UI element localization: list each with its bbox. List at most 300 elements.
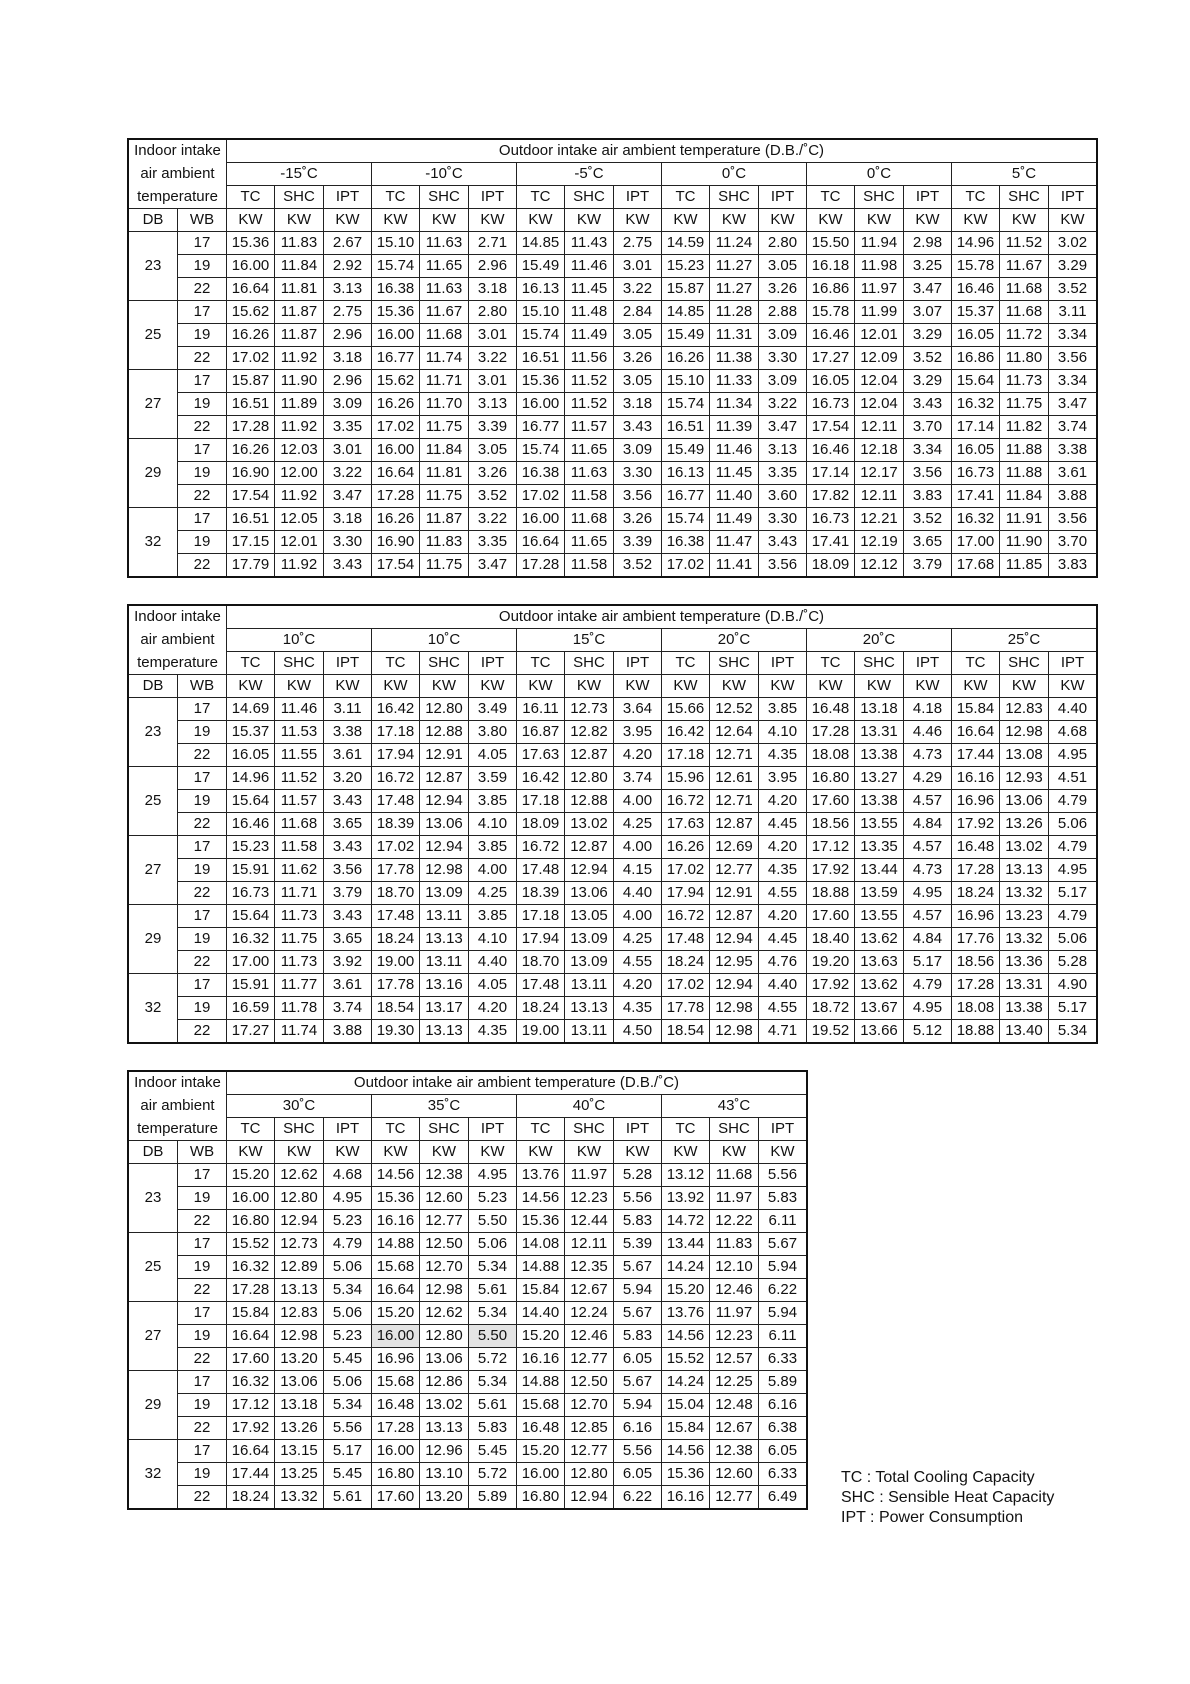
ipt-value: 4.40: [469, 951, 517, 974]
wb-value: 22: [178, 1486, 227, 1509]
ipt-value: 3.56: [1049, 508, 1097, 531]
unit-label: KW: [517, 675, 565, 698]
ipt-value: 4.00: [614, 790, 662, 813]
ipt-value: 4.84: [904, 813, 952, 836]
tc-value: 16.64: [227, 1440, 275, 1463]
db-value: 23: [129, 1164, 178, 1233]
db-value: 25: [129, 301, 178, 370]
ipt-value: 2.80: [469, 301, 517, 324]
ipt-value: 3.65: [904, 531, 952, 554]
tc-value: 18.24: [227, 1486, 275, 1509]
ipt-value: 4.68: [1049, 721, 1097, 744]
header-row-1: [129, 1072, 807, 1095]
shc-value: 13.32: [275, 1486, 324, 1509]
tc-value: 15.20: [227, 1164, 275, 1187]
tc-value: 15.37: [227, 721, 275, 744]
ipt-value: 3.18: [324, 508, 372, 531]
tc-value: 16.72: [517, 836, 565, 859]
wb-value: 17: [178, 1440, 227, 1463]
tc-value: 14.69: [227, 698, 275, 721]
capacity-table-1: [128, 139, 1097, 577]
ipt-value: 4.95: [1049, 744, 1097, 767]
outdoor-temperature-header: Outdoor intake air ambient temperature (D.B./˚C): [227, 1072, 807, 1095]
unit-label: KW: [565, 209, 614, 232]
shc-value: 12.73: [565, 698, 614, 721]
ipt-value: 4.20: [469, 997, 517, 1020]
ipt-value: 3.52: [904, 347, 952, 370]
shc-value: 12.80: [420, 1325, 469, 1348]
ipt-header: IPT: [759, 1118, 807, 1141]
db-header: DB: [129, 675, 178, 698]
ipt-value: 3.47: [904, 278, 952, 301]
shc-value: 13.35: [855, 836, 904, 859]
tc-value: 17.15: [227, 531, 275, 554]
ipt-value: 5.83: [614, 1210, 662, 1233]
tc-value: 16.48: [517, 1417, 565, 1440]
shc-value: 12.77: [565, 1440, 614, 1463]
wb-value: 17: [178, 301, 227, 324]
shc-value: 11.84: [420, 439, 469, 462]
ipt-value: 5.67: [759, 1233, 807, 1256]
ipt-value: 3.65: [324, 813, 372, 836]
shc-value: 13.17: [420, 997, 469, 1020]
tc-value: 15.49: [662, 324, 710, 347]
shc-value: 11.83: [275, 232, 324, 255]
ipt-value: 6.05: [759, 1440, 807, 1463]
outdoor-temp-label: 0˚C: [807, 163, 952, 186]
shc-value: 11.90: [275, 370, 324, 393]
ipt-header: IPT: [759, 186, 807, 209]
tc-value: 17.02: [372, 416, 420, 439]
ipt-value: 3.29: [904, 324, 952, 347]
capacity-table-3: [128, 1071, 807, 1509]
shc-value: 11.43: [565, 232, 614, 255]
wb-value: 17: [178, 1302, 227, 1325]
ipt-value: 3.52: [904, 508, 952, 531]
ipt-value: 3.43: [614, 416, 662, 439]
unit-label: KW: [952, 209, 1000, 232]
tc-value: 17.41: [807, 531, 855, 554]
tc-value: 15.36: [517, 1210, 565, 1233]
table-row: [129, 1417, 807, 1440]
tc-value: 17.48: [517, 974, 565, 997]
ipt-value: 5.50: [469, 1210, 517, 1233]
tc-value: 15.36: [662, 1463, 710, 1486]
shc-value: 11.98: [855, 255, 904, 278]
shc-header: SHC: [1000, 186, 1049, 209]
wb-value: 19: [178, 1187, 227, 1210]
tc-value: 14.24: [662, 1256, 710, 1279]
wb-value: 17: [178, 1164, 227, 1187]
ipt-value: 5.72: [469, 1348, 517, 1371]
shc-value: 11.31: [710, 324, 759, 347]
tc-value: 18.09: [517, 813, 565, 836]
tc-value: 15.62: [227, 301, 275, 324]
ipt-value: 4.20: [614, 974, 662, 997]
tc-value: 16.46: [807, 439, 855, 462]
shc-value: 13.13: [420, 1020, 469, 1043]
tc-value: 17.12: [227, 1394, 275, 1417]
ipt-value: 4.95: [324, 1187, 372, 1210]
shc-value: 13.26: [275, 1417, 324, 1440]
unit-label: KW: [1000, 209, 1049, 232]
tc-value: 13.76: [662, 1302, 710, 1325]
ipt-value: 4.79: [904, 974, 952, 997]
tc-value: 17.00: [227, 951, 275, 974]
unit-label: KW: [420, 209, 469, 232]
tc-value: 15.10: [372, 232, 420, 255]
tc-value: 18.56: [807, 813, 855, 836]
unit-label: KW: [904, 209, 952, 232]
ipt-value: 5.06: [1049, 928, 1097, 951]
ipt-value: 2.84: [614, 301, 662, 324]
shc-value: 12.77: [710, 1486, 759, 1509]
wb-value: 19: [178, 859, 227, 882]
tc-value: 16.13: [517, 278, 565, 301]
ipt-value: 3.83: [1049, 554, 1097, 577]
tc-header: TC: [662, 652, 710, 675]
indoor-label-line-2: air ambient: [129, 629, 227, 652]
ipt-header: IPT: [904, 186, 952, 209]
shc-value: 13.11: [420, 905, 469, 928]
tc-value: 15.49: [517, 255, 565, 278]
tc-value: 14.24: [662, 1371, 710, 1394]
ipt-value: 5.34: [1049, 1020, 1097, 1043]
ipt-value: 4.00: [469, 859, 517, 882]
tc-value: 18.54: [372, 997, 420, 1020]
wb-value: 19: [178, 790, 227, 813]
tc-value: 16.80: [227, 1210, 275, 1233]
shc-value: 11.84: [1000, 485, 1049, 508]
shc-value: 13.36: [1000, 951, 1049, 974]
unit-label: KW: [662, 1141, 710, 1164]
wb-value: 22: [178, 485, 227, 508]
ipt-value: 3.74: [614, 767, 662, 790]
tc-header: TC: [517, 652, 565, 675]
ipt-value: 6.22: [759, 1279, 807, 1302]
tc-value: 15.74: [372, 255, 420, 278]
shc-value: 11.75: [420, 554, 469, 577]
shc-value: 12.89: [275, 1256, 324, 1279]
ipt-value: 6.05: [614, 1463, 662, 1486]
shc-value: 11.40: [710, 485, 759, 508]
shc-value: 12.05: [275, 508, 324, 531]
ipt-value: 4.95: [904, 997, 952, 1020]
outdoor-temp-label: -10˚C: [372, 163, 517, 186]
ipt-header: IPT: [759, 652, 807, 675]
tc-value: 15.96: [662, 767, 710, 790]
tc-value: 16.16: [372, 1210, 420, 1233]
tc-value: 18.88: [952, 1020, 1000, 1043]
ipt-value: 3.79: [324, 882, 372, 905]
ipt-value: 5.67: [614, 1371, 662, 1394]
shc-value: 11.58: [275, 836, 324, 859]
unit-label: KW: [275, 1141, 324, 1164]
ipt-value: 6.33: [759, 1463, 807, 1486]
tc-value: 16.80: [517, 1486, 565, 1509]
ipt-value: 4.20: [759, 836, 807, 859]
wb-value: 17: [178, 508, 227, 531]
shc-value: 11.80: [1000, 347, 1049, 370]
shc-value: 13.38: [855, 790, 904, 813]
wb-value: 17: [178, 439, 227, 462]
shc-value: 12.00: [275, 462, 324, 485]
shc-value: 13.11: [565, 1020, 614, 1043]
tc-value: 17.12: [807, 836, 855, 859]
tc-value: 17.82: [807, 485, 855, 508]
header-row-3: [129, 652, 1097, 675]
tc-value: 16.13: [662, 462, 710, 485]
shc-value: 11.65: [420, 255, 469, 278]
tc-value: 17.28: [952, 974, 1000, 997]
tc-value: 14.88: [517, 1371, 565, 1394]
ipt-value: 5.89: [469, 1486, 517, 1509]
outdoor-temp-label: -15˚C: [227, 163, 372, 186]
unit-label: KW: [227, 675, 275, 698]
ipt-value: 4.79: [1049, 836, 1097, 859]
shc-value: 12.88: [420, 721, 469, 744]
ipt-value: 3.30: [759, 508, 807, 531]
unit-label: KW: [759, 209, 807, 232]
ipt-value: 3.92: [324, 951, 372, 974]
tc-header: TC: [372, 1118, 420, 1141]
shc-value: 12.24: [565, 1302, 614, 1325]
shc-value: 13.62: [855, 928, 904, 951]
tc-value: 15.78: [807, 301, 855, 324]
table-row: [129, 859, 1097, 882]
tc-value: 19.52: [807, 1020, 855, 1043]
ipt-value: 2.96: [324, 324, 372, 347]
unit-label: KW: [1000, 675, 1049, 698]
table-row: [129, 951, 1097, 974]
wb-value: 17: [178, 767, 227, 790]
ipt-value: 5.23: [324, 1210, 372, 1233]
shc-value: 12.94: [420, 836, 469, 859]
indoor-label-line-3: temperature: [129, 186, 227, 209]
shc-value: 12.19: [855, 531, 904, 554]
shc-value: 13.06: [420, 1348, 469, 1371]
shc-value: 12.61: [710, 767, 759, 790]
ipt-value: 4.95: [469, 1164, 517, 1187]
shc-value: 11.34: [710, 393, 759, 416]
shc-value: 11.28: [710, 301, 759, 324]
indoor-label-line-1: Indoor intake: [129, 140, 227, 163]
shc-value: 11.97: [710, 1187, 759, 1210]
table-row: [129, 1279, 807, 1302]
tc-value: 15.78: [952, 255, 1000, 278]
tc-header: TC: [662, 186, 710, 209]
ipt-value: 3.38: [1049, 439, 1097, 462]
tc-value: 16.00: [227, 255, 275, 278]
shc-value: 12.11: [855, 485, 904, 508]
tc-value: 17.28: [517, 554, 565, 577]
ipt-value: 3.74: [324, 997, 372, 1020]
table-row: [129, 485, 1097, 508]
outdoor-temperature-header: Outdoor intake air ambient temperature (D.B./˚C): [227, 606, 1097, 629]
ipt-value: 4.57: [904, 836, 952, 859]
shc-value: 12.80: [275, 1187, 324, 1210]
shc-value: 11.27: [710, 278, 759, 301]
shc-value: 11.99: [855, 301, 904, 324]
table-row: [129, 1325, 807, 1348]
unit-label: KW: [614, 1141, 662, 1164]
shc-value: 11.52: [565, 370, 614, 393]
tc-value: 17.63: [662, 813, 710, 836]
shc-value: 13.38: [1000, 997, 1049, 1020]
ipt-value: 3.05: [614, 324, 662, 347]
shc-value: 11.73: [275, 951, 324, 974]
ipt-value: 4.79: [324, 1233, 372, 1256]
ipt-value: 5.83: [469, 1417, 517, 1440]
tc-value: 15.37: [952, 301, 1000, 324]
ipt-header: IPT: [469, 652, 517, 675]
tc-header: TC: [372, 186, 420, 209]
tc-value: 17.28: [227, 1279, 275, 1302]
unit-label: KW: [759, 1141, 807, 1164]
shc-value: 11.75: [420, 485, 469, 508]
unit-label: KW: [710, 675, 759, 698]
tc-value: 16.77: [662, 485, 710, 508]
ipt-value: 3.22: [469, 508, 517, 531]
ipt-header: IPT: [614, 186, 662, 209]
wb-value: 22: [178, 1020, 227, 1043]
unit-label: KW: [710, 209, 759, 232]
tc-value: 16.42: [372, 698, 420, 721]
shc-value: 13.32: [1000, 882, 1049, 905]
shc-header: SHC: [855, 652, 904, 675]
shc-value: 12.98: [1000, 721, 1049, 744]
table-row: [129, 1371, 807, 1394]
unit-label: KW: [759, 675, 807, 698]
shc-value: 12.50: [565, 1371, 614, 1394]
tc-value: 17.18: [517, 790, 565, 813]
tc-value: 17.54: [807, 416, 855, 439]
tc-value: 15.68: [372, 1256, 420, 1279]
shc-value: 13.31: [1000, 974, 1049, 997]
ipt-value: 5.34: [469, 1256, 517, 1279]
ipt-value: 3.80: [469, 721, 517, 744]
shc-value: 11.72: [1000, 324, 1049, 347]
tc-value: 15.84: [517, 1279, 565, 1302]
tc-value: 16.32: [952, 508, 1000, 531]
tc-value: 14.40: [517, 1302, 565, 1325]
shc-value: 11.83: [710, 1233, 759, 1256]
ipt-value: 3.59: [469, 767, 517, 790]
ipt-value: 3.47: [324, 485, 372, 508]
tc-value: 19.00: [517, 1020, 565, 1043]
tc-value: 16.48: [372, 1394, 420, 1417]
table-row: [129, 278, 1097, 301]
tc-header: TC: [662, 1118, 710, 1141]
ipt-value: 4.79: [1049, 790, 1097, 813]
tc-value: 16.90: [227, 462, 275, 485]
indoor-label-line-2: air ambient: [129, 1095, 227, 1118]
ipt-value: 5.94: [759, 1256, 807, 1279]
ipt-value: 4.95: [1049, 859, 1097, 882]
ipt-value: 3.01: [469, 324, 517, 347]
ipt-value: 3.30: [614, 462, 662, 485]
ipt-value: 3.01: [614, 255, 662, 278]
shc-value: 12.86: [420, 1371, 469, 1394]
shc-value: 11.41: [710, 554, 759, 577]
wb-value: 19: [178, 1463, 227, 1486]
db-value: 27: [129, 1302, 178, 1371]
tc-value: 16.72: [662, 905, 710, 928]
ipt-value: 5.61: [469, 1279, 517, 1302]
ipt-value: 3.43: [324, 554, 372, 577]
table-row: [129, 255, 1097, 278]
tc-value: 14.88: [517, 1256, 565, 1279]
tc-value: 15.10: [662, 370, 710, 393]
tc-value: 16.59: [227, 997, 275, 1020]
tc-value: 16.16: [952, 767, 1000, 790]
tc-value: 15.20: [662, 1279, 710, 1302]
unit-label: KW: [372, 209, 420, 232]
header-row-4: [129, 209, 1097, 232]
unit-label: KW: [855, 209, 904, 232]
ipt-value: 5.56: [759, 1164, 807, 1187]
tc-value: 16.80: [807, 767, 855, 790]
tc-value: 17.92: [227, 1417, 275, 1440]
outdoor-temperature-header: Outdoor intake air ambient temperature (D.B./˚C): [227, 140, 1097, 163]
ipt-value: 3.83: [904, 485, 952, 508]
shc-value: 11.85: [1000, 554, 1049, 577]
shc-value: 13.02: [1000, 836, 1049, 859]
shc-value: 11.24: [710, 232, 759, 255]
unit-label: KW: [1049, 675, 1097, 698]
ipt-value: 6.16: [614, 1417, 662, 1440]
tc-value: 16.86: [952, 347, 1000, 370]
unit-label: KW: [565, 675, 614, 698]
db-value: 27: [129, 370, 178, 439]
shc-value: 12.22: [710, 1210, 759, 1233]
shc-value: 13.02: [420, 1394, 469, 1417]
shc-value: 13.13: [275, 1279, 324, 1302]
table-row: [129, 882, 1097, 905]
tc-value: 17.14: [807, 462, 855, 485]
ipt-header: IPT: [469, 186, 517, 209]
ipt-value: 5.50: [469, 1325, 517, 1348]
tc-value: 16.90: [372, 531, 420, 554]
tc-value: 15.74: [662, 393, 710, 416]
shc-value: 11.92: [275, 416, 324, 439]
shc-value: 12.60: [710, 1463, 759, 1486]
tc-value: 14.96: [952, 232, 1000, 255]
ipt-value: 3.26: [614, 347, 662, 370]
ipt-value: 6.05: [614, 1348, 662, 1371]
table-row: [129, 416, 1097, 439]
shc-value: 12.83: [275, 1302, 324, 1325]
ipt-value: 5.23: [324, 1325, 372, 1348]
outdoor-temp-label: 35˚C: [372, 1095, 517, 1118]
shc-value: 13.11: [420, 951, 469, 974]
table-row: [129, 1164, 807, 1187]
outdoor-temp-label: -5˚C: [517, 163, 662, 186]
shc-value: 12.87: [710, 813, 759, 836]
tc-value: 14.56: [662, 1440, 710, 1463]
shc-value: 11.68: [1000, 301, 1049, 324]
tc-value: 16.00: [372, 1325, 420, 1348]
tc-value: 16.46: [952, 278, 1000, 301]
ipt-value: 5.45: [469, 1440, 517, 1463]
tc-value: 17.48: [372, 905, 420, 928]
ipt-value: 3.65: [324, 928, 372, 951]
wb-value: 19: [178, 1394, 227, 1417]
ipt-value: 4.10: [469, 813, 517, 836]
tc-value: 16.38: [662, 531, 710, 554]
tc-value: 16.26: [227, 324, 275, 347]
tc-value: 17.44: [227, 1463, 275, 1486]
